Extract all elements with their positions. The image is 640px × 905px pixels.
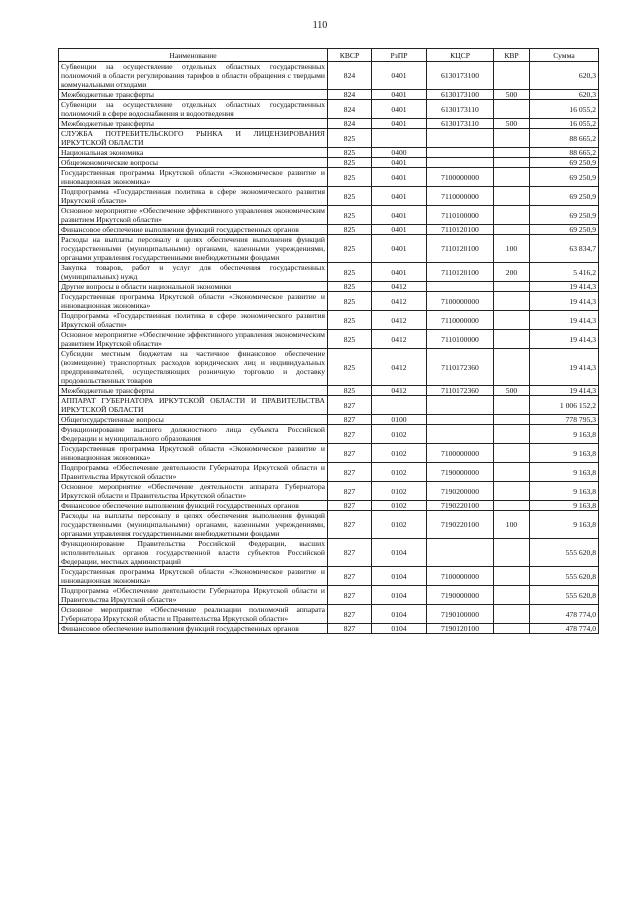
cell-name: Национальная экономика (59, 148, 328, 158)
cell-kcsr: 7190200000 (427, 482, 494, 501)
cell-name: Подпрограмма «Обеспечение деятельности Губернатора Иркутской области и Правительства Иркутской области» (59, 586, 328, 605)
cell-rzpr: 0412 (372, 386, 427, 396)
cell-kvr: 500 (494, 119, 530, 129)
cell-kvr (494, 311, 530, 330)
table-row (59, 396, 599, 415)
cell-sum: 88 665,2 (530, 148, 599, 158)
cell-kvsr: 824 (328, 62, 372, 90)
table-row (59, 90, 599, 100)
table-row (59, 425, 599, 444)
cell-sum: 69 250,9 (530, 158, 599, 168)
cell-kvsr: 825 (328, 292, 372, 311)
cell-kvr (494, 425, 530, 444)
cell-sum: 19 414,3 (530, 386, 599, 396)
cell-rzpr: 0102 (372, 425, 427, 444)
cell-kvsr: 825 (328, 330, 372, 349)
cell-kvr: 100 (494, 235, 530, 263)
table-row (59, 100, 599, 119)
cell-name: Государственная программа Иркутской области «Экономическое развитие и инновационная экономика» (59, 444, 328, 463)
cell-kvsr: 824 (328, 100, 372, 119)
cell-kvr (494, 463, 530, 482)
table-row (59, 349, 599, 386)
cell-sum: 5 416,2 (530, 263, 599, 282)
table-row (59, 311, 599, 330)
cell-rzpr: 0401 (372, 187, 427, 206)
cell-name: Субвенции на осуществление отдельных областных государственных полномочий в сфере водоснабжения и водоотведения (59, 100, 328, 119)
column-header-kcsr: КЦСР (427, 49, 494, 62)
cell-sum: 9 163,8 (530, 511, 599, 539)
table-row (59, 119, 599, 129)
cell-sum: 555 620,8 (530, 539, 599, 567)
cell-name: Межбюджетные трансферты (59, 119, 328, 129)
cell-kcsr: 7100000000 (427, 567, 494, 586)
table-header-row (59, 49, 599, 62)
cell-name: Основное мероприятие «Обеспечение эффективного управления экономическим развитием Иркутской области» (59, 330, 328, 349)
cell-kvr (494, 624, 530, 634)
table-body (59, 62, 599, 634)
cell-kvsr: 825 (328, 225, 372, 235)
cell-kcsr: 7110120100 (427, 235, 494, 263)
cell-kcsr: 7100000000 (427, 168, 494, 187)
cell-kvsr: 825 (328, 349, 372, 386)
cell-name: Финансовое обеспечение выполнения функций государственных органов (59, 225, 328, 235)
cell-kvsr: 827 (328, 605, 372, 624)
cell-kcsr: 7190120100 (427, 624, 494, 634)
cell-kvr (494, 482, 530, 501)
cell-kvr (494, 292, 530, 311)
cell-kvr (494, 586, 530, 605)
table-row (59, 463, 599, 482)
cell-rzpr: 0412 (372, 330, 427, 349)
cell-rzpr: 0104 (372, 539, 427, 567)
cell-kcsr: 7100000000 (427, 444, 494, 463)
cell-kcsr: 7190000000 (427, 463, 494, 482)
cell-name: Другие вопросы в области национальной экономики (59, 282, 328, 292)
cell-sum: 555 620,8 (530, 567, 599, 586)
cell-rzpr: 0102 (372, 463, 427, 482)
cell-kcsr: 7110000000 (427, 311, 494, 330)
cell-kvsr: 825 (328, 235, 372, 263)
table-row (59, 444, 599, 463)
cell-name: СЛУЖБА ПОТРЕБИТЕЛЬСКОГО РЫНКА И ЛИЦЕНЗИРОВАНИЯ ИРКУТСКОЙ ОБЛАСТИ (59, 129, 328, 148)
table-row (59, 168, 599, 187)
column-header-name: Наименование (59, 49, 328, 62)
cell-sum: 9 163,8 (530, 444, 599, 463)
table-row (59, 330, 599, 349)
cell-rzpr: 0100 (372, 415, 427, 425)
cell-kcsr (427, 396, 494, 415)
cell-kvsr: 825 (328, 206, 372, 225)
table-row (59, 292, 599, 311)
cell-kvr: 100 (494, 511, 530, 539)
cell-rzpr: 0104 (372, 567, 427, 586)
cell-kvsr: 827 (328, 396, 372, 415)
cell-rzpr: 0412 (372, 282, 427, 292)
cell-kvsr: 827 (328, 586, 372, 605)
cell-rzpr: 0401 (372, 225, 427, 235)
cell-name: Межбюджетные трансферты (59, 90, 328, 100)
table-row (59, 539, 599, 567)
cell-name: Субвенции на осуществление отдельных областных государственных полномочий в области регулирования тарифов в области обращения с твердыми коммунальными отходами (59, 62, 328, 90)
cell-kvsr: 827 (328, 425, 372, 444)
cell-rzpr: 0412 (372, 292, 427, 311)
cell-sum: 9 163,8 (530, 501, 599, 511)
cell-name: Государственная программа Иркутской области «Экономическое развитие и инновационная экономика» (59, 567, 328, 586)
table-row (59, 482, 599, 501)
cell-sum: 9 163,8 (530, 425, 599, 444)
cell-kcsr (427, 539, 494, 567)
cell-kvr (494, 605, 530, 624)
table-row (59, 225, 599, 235)
cell-kvsr: 825 (328, 187, 372, 206)
cell-kcsr: 6130173110 (427, 100, 494, 119)
cell-name: Закупка товаров, работ и услуг для обеспечения государственных (муниципальных) нужд (59, 263, 328, 282)
cell-kvsr: 825 (328, 158, 372, 168)
cell-sum: 69 250,9 (530, 206, 599, 225)
cell-rzpr (372, 129, 427, 148)
cell-rzpr: 0104 (372, 586, 427, 605)
cell-kcsr (427, 158, 494, 168)
cell-kvsr: 827 (328, 511, 372, 539)
cell-kvsr: 825 (328, 263, 372, 282)
cell-kvsr: 825 (328, 386, 372, 396)
cell-kcsr: 7110120100 (427, 263, 494, 282)
cell-name: Основное мероприятие «Обеспечение деятельности аппарата Губернатора Иркутской области и Правительства Иркутской области» (59, 482, 328, 501)
cell-name: Государственная программа Иркутской области «Экономическое развитие и инновационная экономика» (59, 168, 328, 187)
cell-kcsr: 7190220100 (427, 501, 494, 511)
cell-name: Подпрограмма «Обеспечение деятельности Губернатора Иркутской области и Правительства Иркутской области» (59, 463, 328, 482)
cell-rzpr: 0401 (372, 263, 427, 282)
table-row (59, 501, 599, 511)
table-row (59, 206, 599, 225)
cell-name: Межбюджетные трансферты (59, 386, 328, 396)
cell-sum: 620,3 (530, 90, 599, 100)
cell-sum: 16 055,2 (530, 119, 599, 129)
cell-name: Основное мероприятие «Обеспечение реализации полномочий аппарата Губернатора Иркутской области и Правительства Иркутской области» (59, 605, 328, 624)
cell-sum: 19 414,3 (530, 349, 599, 386)
table-row (59, 511, 599, 539)
cell-kvr (494, 206, 530, 225)
cell-rzpr: 0412 (372, 349, 427, 386)
cell-sum: 478 774,0 (530, 605, 599, 624)
cell-sum: 69 250,9 (530, 187, 599, 206)
cell-name: Финансовое обеспечение выполнения функций государственных органов (59, 501, 328, 511)
cell-rzpr (372, 396, 427, 415)
table-row (59, 567, 599, 586)
cell-kcsr: 7100000000 (427, 292, 494, 311)
column-header-kvsr: КВСР (328, 49, 372, 62)
cell-name: Субсидии местным бюджетам на частичное финансовое обеспечение (возмещение) транспортных расходов юридических лиц и индивидуальных предпринимателей, осуществляющих розничную торговлю и доставку продовольственных товаров (59, 349, 328, 386)
column-header-sum: Сумма (530, 49, 599, 62)
cell-kcsr (427, 129, 494, 148)
cell-name: Функционирование высшего должностного лица субъекта Российской Федерации и муниципального образования (59, 425, 328, 444)
cell-kcsr: 7190000000 (427, 586, 494, 605)
table-row (59, 129, 599, 148)
column-header-kvr: КВР (494, 49, 530, 62)
cell-kvr (494, 282, 530, 292)
cell-kcsr (427, 425, 494, 444)
cell-rzpr: 0401 (372, 206, 427, 225)
cell-kvr (494, 158, 530, 168)
cell-kcsr: 6130173110 (427, 119, 494, 129)
table-row (59, 605, 599, 624)
cell-sum: 9 163,8 (530, 463, 599, 482)
cell-sum: 19 414,3 (530, 330, 599, 349)
cell-kvr (494, 129, 530, 148)
cell-name: Подпрограмма «Государственная политика в сфере экономического развития Иркутской области» (59, 311, 328, 330)
table-row (59, 187, 599, 206)
cell-rzpr: 0102 (372, 444, 427, 463)
cell-rzpr: 0104 (372, 624, 427, 634)
cell-kvr (494, 444, 530, 463)
cell-kcsr: 7110172360 (427, 386, 494, 396)
cell-name: АППАРАТ ГУБЕРНАТОРА ИРКУТСКОЙ ОБЛАСТИ И ПРАВИТЕЛЬСТВА ИРКУТСКОЙ ОБЛАСТИ (59, 396, 328, 415)
cell-sum: 778 795,3 (530, 415, 599, 425)
cell-kvr (494, 567, 530, 586)
cell-kcsr (427, 148, 494, 158)
table-row (59, 624, 599, 634)
cell-kvr (494, 396, 530, 415)
cell-kcsr (427, 415, 494, 425)
cell-rzpr: 0102 (372, 501, 427, 511)
table-row (59, 148, 599, 158)
cell-kvr (494, 100, 530, 119)
cell-name: Расходы на выплаты персоналу в целях обеспечения выполнения функций государственными (муниципальными) органами, казенными учреждениями, органами управления государственными внебюджетными фондами (59, 235, 328, 263)
cell-name: Финансовое обеспечение выполнения функций государственных органов (59, 624, 328, 634)
cell-rzpr: 0401 (372, 100, 427, 119)
cell-kcsr: 7110120100 (427, 225, 494, 235)
table-row (59, 386, 599, 396)
cell-kvr: 200 (494, 263, 530, 282)
table-row (59, 415, 599, 425)
cell-sum: 69 250,9 (530, 225, 599, 235)
cell-kvr: 500 (494, 386, 530, 396)
table-row (59, 158, 599, 168)
cell-kvsr: 827 (328, 463, 372, 482)
cell-kvsr: 827 (328, 482, 372, 501)
table-row (59, 235, 599, 263)
cell-kvsr: 824 (328, 119, 372, 129)
cell-kvsr: 827 (328, 444, 372, 463)
cell-kvsr: 825 (328, 148, 372, 158)
cell-sum: 19 414,3 (530, 311, 599, 330)
cell-name: Основное мероприятие «Обеспечение эффективного управления экономическим развитием Иркутской области» (59, 206, 328, 225)
table-row (59, 263, 599, 282)
cell-kvsr: 824 (328, 90, 372, 100)
cell-kvr (494, 349, 530, 386)
cell-sum: 478 774,0 (530, 624, 599, 634)
cell-rzpr: 0400 (372, 148, 427, 158)
cell-kvsr: 827 (328, 624, 372, 634)
cell-kvr (494, 330, 530, 349)
cell-kcsr: 7110172360 (427, 349, 494, 386)
cell-rzpr: 0401 (372, 235, 427, 263)
cell-rzpr: 0104 (372, 605, 427, 624)
cell-kvsr: 825 (328, 168, 372, 187)
cell-sum: 555 620,8 (530, 586, 599, 605)
cell-kcsr (427, 282, 494, 292)
cell-kcsr: 7190100000 (427, 605, 494, 624)
cell-kcsr: 7110100000 (427, 330, 494, 349)
cell-name: Общегосударственные вопросы (59, 415, 328, 425)
cell-sum: 620,3 (530, 62, 599, 90)
table-row (59, 282, 599, 292)
cell-sum: 88 665,2 (530, 129, 599, 148)
cell-rzpr: 0401 (372, 62, 427, 90)
cell-rzpr: 0401 (372, 119, 427, 129)
cell-kvr (494, 62, 530, 90)
cell-sum: 9 163,8 (530, 482, 599, 501)
cell-kvr (494, 415, 530, 425)
cell-kvsr: 827 (328, 539, 372, 567)
cell-sum: 19 414,3 (530, 282, 599, 292)
cell-kvr (494, 168, 530, 187)
cell-kvsr: 825 (328, 311, 372, 330)
cell-kvr (494, 539, 530, 567)
cell-kcsr: 7110100000 (427, 206, 494, 225)
page-number: 110 (312, 20, 328, 31)
cell-kvr: 500 (494, 90, 530, 100)
cell-rzpr: 0102 (372, 511, 427, 539)
cell-sum: 19 414,3 (530, 292, 599, 311)
cell-rzpr: 0401 (372, 158, 427, 168)
cell-kcsr: 6130173100 (427, 62, 494, 90)
cell-kcsr: 6130173100 (427, 90, 494, 100)
cell-rzpr: 0102 (372, 482, 427, 501)
cell-kvr (494, 187, 530, 206)
cell-sum: 63 834,7 (530, 235, 599, 263)
cell-kvr (494, 148, 530, 158)
cell-name: Подпрограмма «Государственная политика в сфере экономического развития Иркутской области» (59, 187, 328, 206)
cell-kcsr: 7110000000 (427, 187, 494, 206)
table-row (59, 586, 599, 605)
table-row (59, 62, 599, 90)
cell-kvsr: 827 (328, 415, 372, 425)
cell-rzpr: 0401 (372, 90, 427, 100)
budget-table (58, 48, 599, 634)
cell-name: Функционирование Правительства Российской Федерации, высших исполнительных органов государственной власти субъектов Российской Федерации, местных администраций (59, 539, 328, 567)
cell-name: Государственная программа Иркутской области «Экономическое развитие и инновационная экономика» (59, 292, 328, 311)
cell-sum: 16 055,2 (530, 100, 599, 119)
cell-name: Общеэкономические вопросы (59, 158, 328, 168)
cell-kvsr: 825 (328, 129, 372, 148)
cell-kvsr: 827 (328, 567, 372, 586)
cell-kvr (494, 501, 530, 511)
cell-kcsr: 7190220100 (427, 511, 494, 539)
cell-rzpr: 0401 (372, 168, 427, 187)
cell-rzpr: 0412 (372, 311, 427, 330)
cell-name: Расходы на выплаты персоналу в целях обеспечения выполнения функций государственными (муниципальными) органами, казенными учреждениями, органами управления государственными внебюджетными фондами (59, 511, 328, 539)
column-header-rzpr: РзПР (372, 49, 427, 62)
cell-sum: 1 006 152,2 (530, 396, 599, 415)
cell-kvr (494, 225, 530, 235)
cell-kvsr: 825 (328, 282, 372, 292)
cell-kvsr: 827 (328, 501, 372, 511)
cell-sum: 69 250,9 (530, 168, 599, 187)
